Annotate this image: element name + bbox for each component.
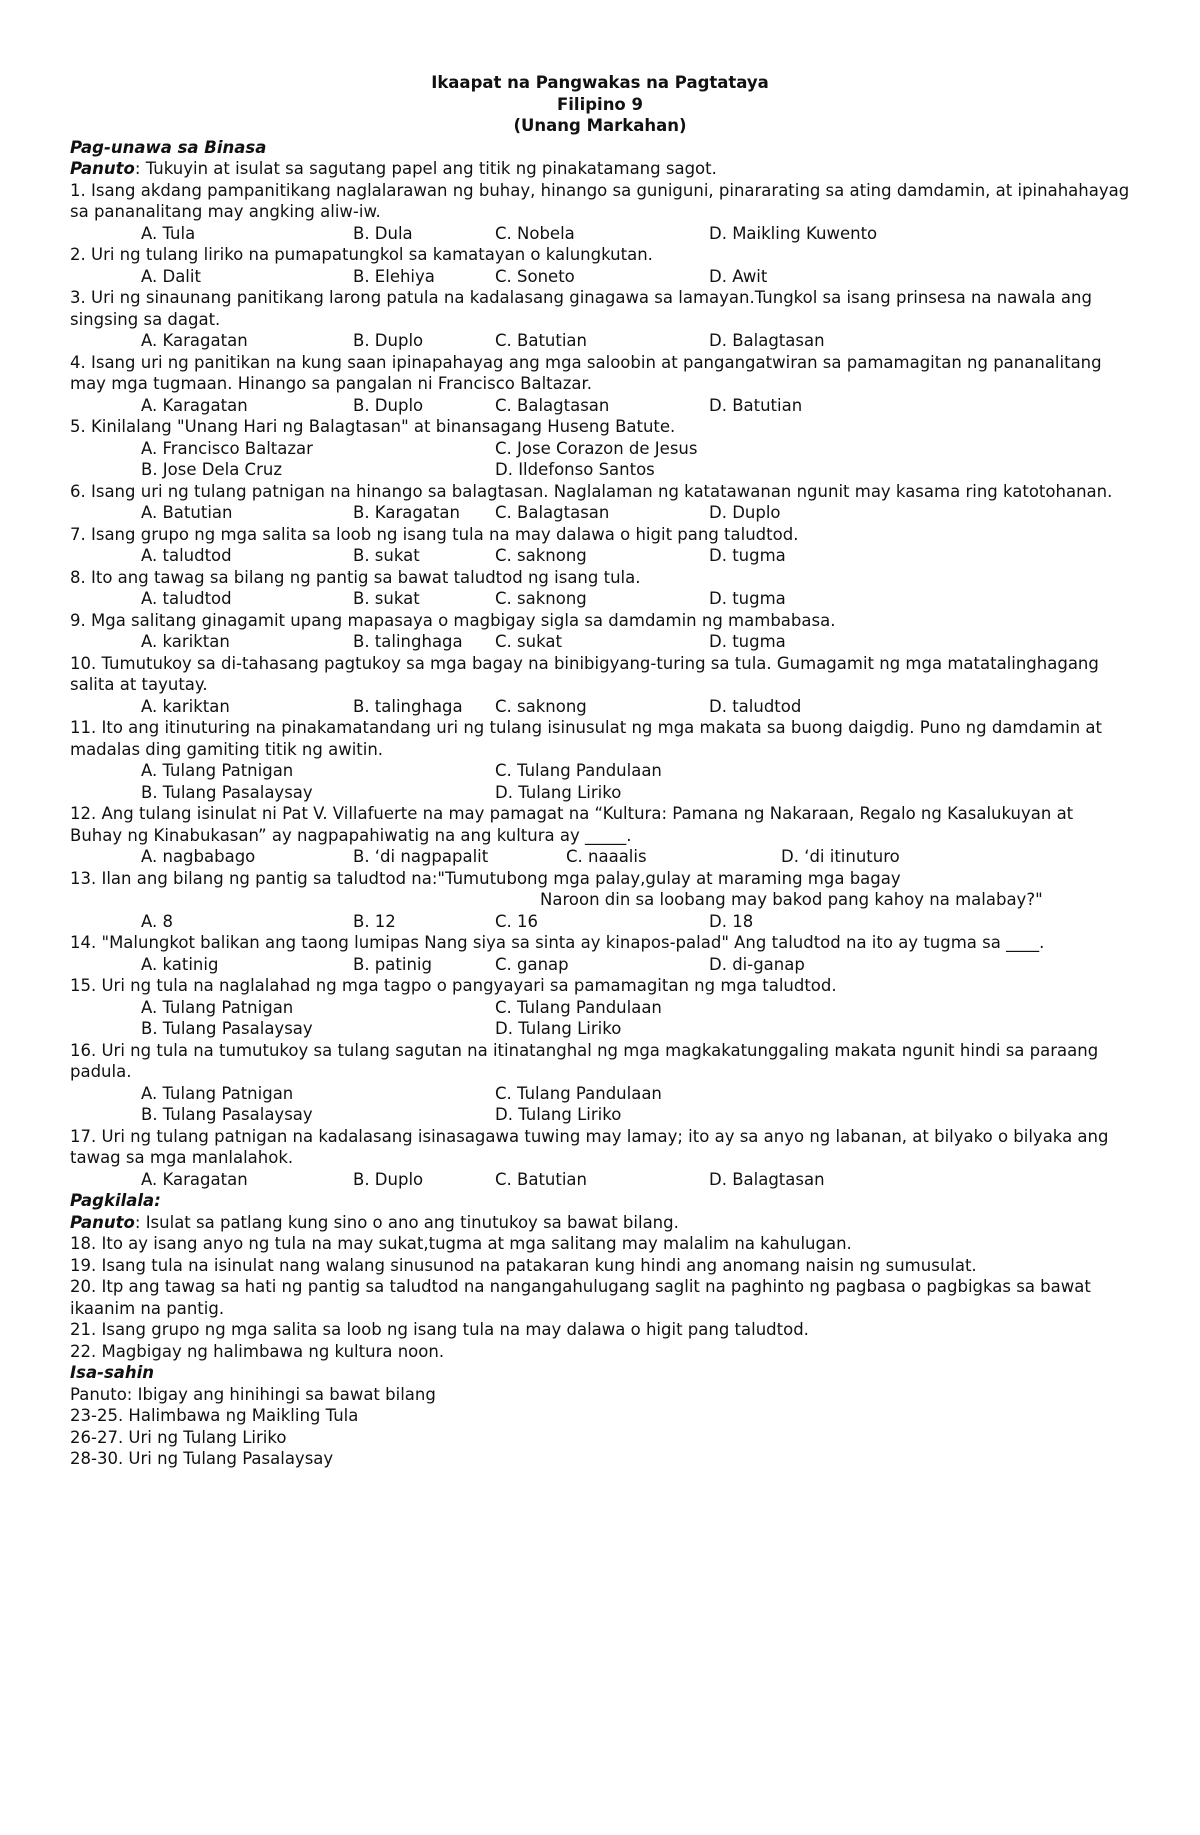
answer-choice: B. patinig [353, 954, 432, 974]
choice-row [141, 1083, 1130, 1105]
answer-choice: D. Balagtasan [709, 1169, 825, 1189]
answer-choice: D. Tulang Liriko [495, 1105, 622, 1124]
question-text-continued: Naroon din sa loobang may bakod pang kahoy na malabay?" [540, 890, 1043, 909]
identification-item: 22. Magbigay ng halimbawa ng kultura noon. [70, 1341, 445, 1361]
section-instruction [70, 1212, 1130, 1234]
question-text: 4. Isang uri ng panitikan na kung saan ipinapahayag ang mga saloobin at pangangatwiran sa pamamagitan ng pananalitang may mga tugmaan. Hinango sa pangalan ni Francisco Baltazar. [70, 352, 1102, 393]
instruction-label: Panuto [70, 1212, 135, 1232]
identification-item: 18. Ito ay isang anyo ng tula na may sukat,tugma at mga salitang may malalim na kahulugan. [70, 1234, 852, 1253]
choice-row [141, 1018, 1130, 1040]
section-heading-pagkilala: Pagkilala: [70, 1191, 161, 1210]
enumeration-item: 23-25. Halimbawa ng Maikling Tula [70, 1406, 359, 1425]
answer-choice: A. Tulang Patnigan [141, 997, 294, 1017]
identification-item: 21. Isang grupo ng mga salita sa loob ng isang tula na may dalawa o higit pang taludtod. [70, 1320, 809, 1339]
answer-choice: A. Francisco Baltazar [141, 438, 313, 458]
answer-choice: C. Balagtasan [495, 503, 610, 522]
choice-row [141, 997, 1130, 1019]
answer-choice: B. Karagatan [353, 503, 460, 522]
answer-choice: B. Duplo [353, 331, 424, 350]
answer-choice: B. Duplo [353, 395, 424, 415]
answer-choice: B. Jose Dela Cruz [141, 460, 282, 479]
answer-choice: C. saknong [495, 589, 587, 608]
choice-row [141, 760, 1130, 782]
answer-choice: C. Tulang Pandulaan [495, 761, 662, 780]
answer-choice: D. Ildefonso Santos [495, 460, 655, 479]
question-text: 12. Ang tulang isinulat ni Pat V. Villafuerte na may pamagat na “Kultura: Pamana ng Nakaraan, Regalo ng Kasalukuyan at Buhay ng Kinabukasan” ay nagpapahiwatig na ang kultura ay _____. [70, 804, 1074, 845]
answer-choice: A. Batutian [141, 503, 233, 522]
answer-choice: C. Soneto [495, 266, 575, 286]
identification-item: 19. Isang tula na isinulat nang walang sinusunod na patakaran kung hindi ang anomang naisin ng sumusulat. [70, 1255, 977, 1275]
choice-row [141, 1169, 1130, 1191]
answer-choice: A. katinig [141, 954, 219, 974]
choice-row [141, 438, 1130, 460]
answer-choice: D. ‘di itinuturo [781, 847, 900, 866]
question-text: 9. Mga salitang ginagamit upang mapasaya o magbigay sigla sa damdamin ng mambabasa. [70, 610, 836, 630]
answer-choice: C. saknong [495, 696, 587, 716]
answer-choice: A. Karagatan [141, 1169, 248, 1189]
answer-choice: B. sukat [353, 589, 420, 608]
instruction-text: : Tukuyin at isulat sa sagutang papel ang titik ng pinakatamang sagot. [134, 159, 717, 178]
answer-choice: C. 16 [495, 911, 539, 931]
answer-choice: B. talinghaga [353, 632, 463, 651]
question-text: 16. Uri ng tula na tumutukoy sa tulang sagutan na itinatanghal ng mga magkakatunggaling makata ngunit hindi sa paraang padula. [70, 1040, 1099, 1081]
answer-choice: D. Duplo [709, 503, 781, 522]
choice-row [141, 395, 1130, 417]
choice-row [141, 330, 1130, 352]
answer-choice: A. kariktan [141, 632, 230, 651]
section-heading-pag-unawa: Pag-unawa sa Binasa [70, 137, 267, 157]
answer-choice: D. Tulang Liriko [495, 1019, 622, 1038]
instruction-text: : Isulat sa patlang kung sino o ano ang tinutukoy sa bawat bilang. [134, 1212, 679, 1232]
answer-choice: D. di-ganap [709, 954, 805, 974]
question-text: 3. Uri ng sinaunang panitikang larong patula na kadalasang ginagawa sa lamayan.Tungkol sa isang prinsesa na nawala ang singsing sa dagat. [70, 288, 1092, 329]
answer-choice: A. nagbabago [141, 847, 256, 866]
question-text: 11. Ito ang itinuturing na pinakamatandang uri ng tulang isinusulat ng mga makata sa buong daigdig. Puno ng damdamin at madalas ding gamiting titik ng awitin. [70, 718, 1103, 759]
question-text: 7. Isang grupo ng mga salita sa loob ng isang tula na may dalawa o higit pang taludtod. [70, 524, 799, 544]
answer-choice: C. Jose Corazon de Jesus [495, 438, 698, 458]
section-heading-isa-sahin: Isa-sahin [70, 1363, 155, 1382]
question-text: 5. Kinilalang "Unang Hari ng Balagtasan" at binansagang Huseng Batute. [70, 417, 676, 436]
answer-choice: D. Maikling Kuwento [709, 223, 878, 243]
choice-row [141, 588, 1130, 610]
choice-row [141, 782, 1130, 804]
answer-choice: D. Balagtasan [709, 331, 825, 350]
answer-choice: D. taludtod [709, 696, 802, 716]
question-text: 17. Uri ng tulang patnigan na kadalasang isinasagawa tuwing may lamay; ito ay sa anyo ng labanan, at bilyako o bilyaka ang tawag sa mga manlalahok. [70, 1126, 1109, 1167]
answer-choice: B. sukat [353, 546, 420, 565]
exam-subject: Filipino 9 [556, 94, 643, 114]
answer-choice: A. Karagatan [141, 331, 248, 350]
answer-choice: B. 12 [353, 911, 396, 931]
answer-choice: B. Tulang Pasalaysay [141, 1105, 313, 1124]
question-text: 1. Isang akdang pampanitikang naglalarawan ng buhay, hinango sa guniguni, pinararating sa ating damdamin, at ipinahahayag sa pananalitang may angking aliw-iw. [70, 180, 1130, 221]
choice-row [141, 911, 1130, 933]
answer-choice: D. 18 [709, 911, 754, 931]
answer-choice: B. talinghaga [353, 696, 463, 716]
choice-row [141, 631, 1130, 653]
answer-choice: B. Dula [353, 223, 413, 243]
choice-row [141, 502, 1130, 524]
answer-choice: A. taludtod [141, 589, 232, 608]
identification-item: 20. Itp ang tawag sa hati ng pantig sa taludtod na nangangahulugang saglit na paghinto ng pagbasa o pagbigkas sa bawat ikaanim na pantig. [70, 1277, 1091, 1318]
answer-choice: D. tugma [709, 632, 786, 651]
question-text: 15. Uri ng tula na naglalahad ng mga tagpo o pangyayari sa pamamagitan ng mga taludtod. [70, 976, 837, 995]
answer-choice: A. Dalit [141, 266, 201, 286]
choice-row [141, 266, 1130, 288]
question-text: 2. Uri ng tulang liriko na pumapatungkol sa kamatayan o kalungkutan. [70, 245, 653, 264]
answer-choice: C. naaalis [566, 847, 647, 866]
answer-choice: D. tugma [709, 546, 786, 565]
answer-choice: D. tugma [709, 589, 786, 608]
exam-quarter: (Unang Markahan) [513, 116, 687, 135]
answer-choice: B. Duplo [353, 1169, 424, 1189]
question-text: 10. Tumutukoy sa di-tahasang pagtukoy sa mga bagay na binibigyang-turing sa tula. Gumagamit ng mga matatalinghagang salita at tayutay. [70, 653, 1099, 694]
answer-choice: D. Tulang Liriko [495, 782, 622, 802]
answer-choice: D. Awit [709, 266, 768, 286]
question-text: 13. Ilan ang bilang ng pantig sa taludtod na:"Tumutubong mga palay,gulay at maraming mga bagay [70, 868, 901, 888]
answer-choice: C. sukat [495, 632, 562, 651]
answer-choice: C. Batutian [495, 1169, 587, 1189]
question-text: 8. Ito ang tawag sa bilang ng pantig sa bawat taludtod ng isang tula. [70, 567, 641, 587]
enumeration-item: 28-30. Uri ng Tulang Pasalaysay [70, 1449, 334, 1468]
choice-row [141, 459, 1130, 481]
section-instruction [70, 158, 1130, 180]
answer-choice: A. taludtod [141, 546, 232, 565]
answer-choice: C. saknong [495, 546, 587, 565]
choice-row [141, 223, 1130, 245]
answer-choice: C. Nobela [495, 223, 575, 243]
choice-row [141, 1104, 1130, 1126]
answer-choice: B. Tulang Pasalaysay [141, 1019, 313, 1038]
answer-choice: C. ganap [495, 954, 569, 974]
answer-choice: A. 8 [141, 911, 173, 931]
question-text: 6. Isang uri ng tulang patnigan na hinango sa balagtasan. Naglalaman ng katatawanan ngunit may kasama ring katotohanan. [70, 481, 1113, 501]
instruction-label: Panuto [70, 159, 135, 178]
answer-choice: A. Tulang Patnigan [141, 1083, 294, 1103]
choice-row [141, 545, 1130, 567]
choice-row [141, 696, 1130, 718]
choice-row [141, 846, 1130, 868]
exam-title: Ikaapat na Pangwakas na Pagtataya [431, 73, 769, 92]
answer-choice: A. Tula [141, 223, 196, 243]
section-instruction: Panuto: Ibigay ang hinihingi sa bawat bilang [70, 1384, 436, 1404]
answer-choice: A. Karagatan [141, 395, 248, 415]
answer-choice: C. Tulang Pandulaan [495, 997, 662, 1017]
answer-choice: B. Tulang Pasalaysay [141, 782, 313, 802]
answer-choice: C. Tulang Pandulaan [495, 1083, 662, 1103]
choice-row [141, 954, 1130, 976]
answer-choice: C. Batutian [495, 331, 587, 350]
question-text: 14. "Malungkot balikan ang taong lumipas Nang siya sa sinta ay kinapos-palad" Ang taludtod na ito ay tugma sa ____. [70, 933, 1045, 952]
answer-choice: B. ‘di nagpapalit [353, 847, 489, 866]
answer-choice: D. Batutian [709, 395, 803, 415]
answer-choice: A. kariktan [141, 696, 230, 716]
answer-choice: B. Elehiya [353, 266, 435, 286]
answer-choice: A. Tulang Patnigan [141, 761, 294, 780]
enumeration-item: 26-27. Uri ng Tulang Liriko [70, 1427, 287, 1447]
question-list [70, 180, 1130, 1191]
answer-choice: C. Balagtasan [495, 395, 610, 415]
